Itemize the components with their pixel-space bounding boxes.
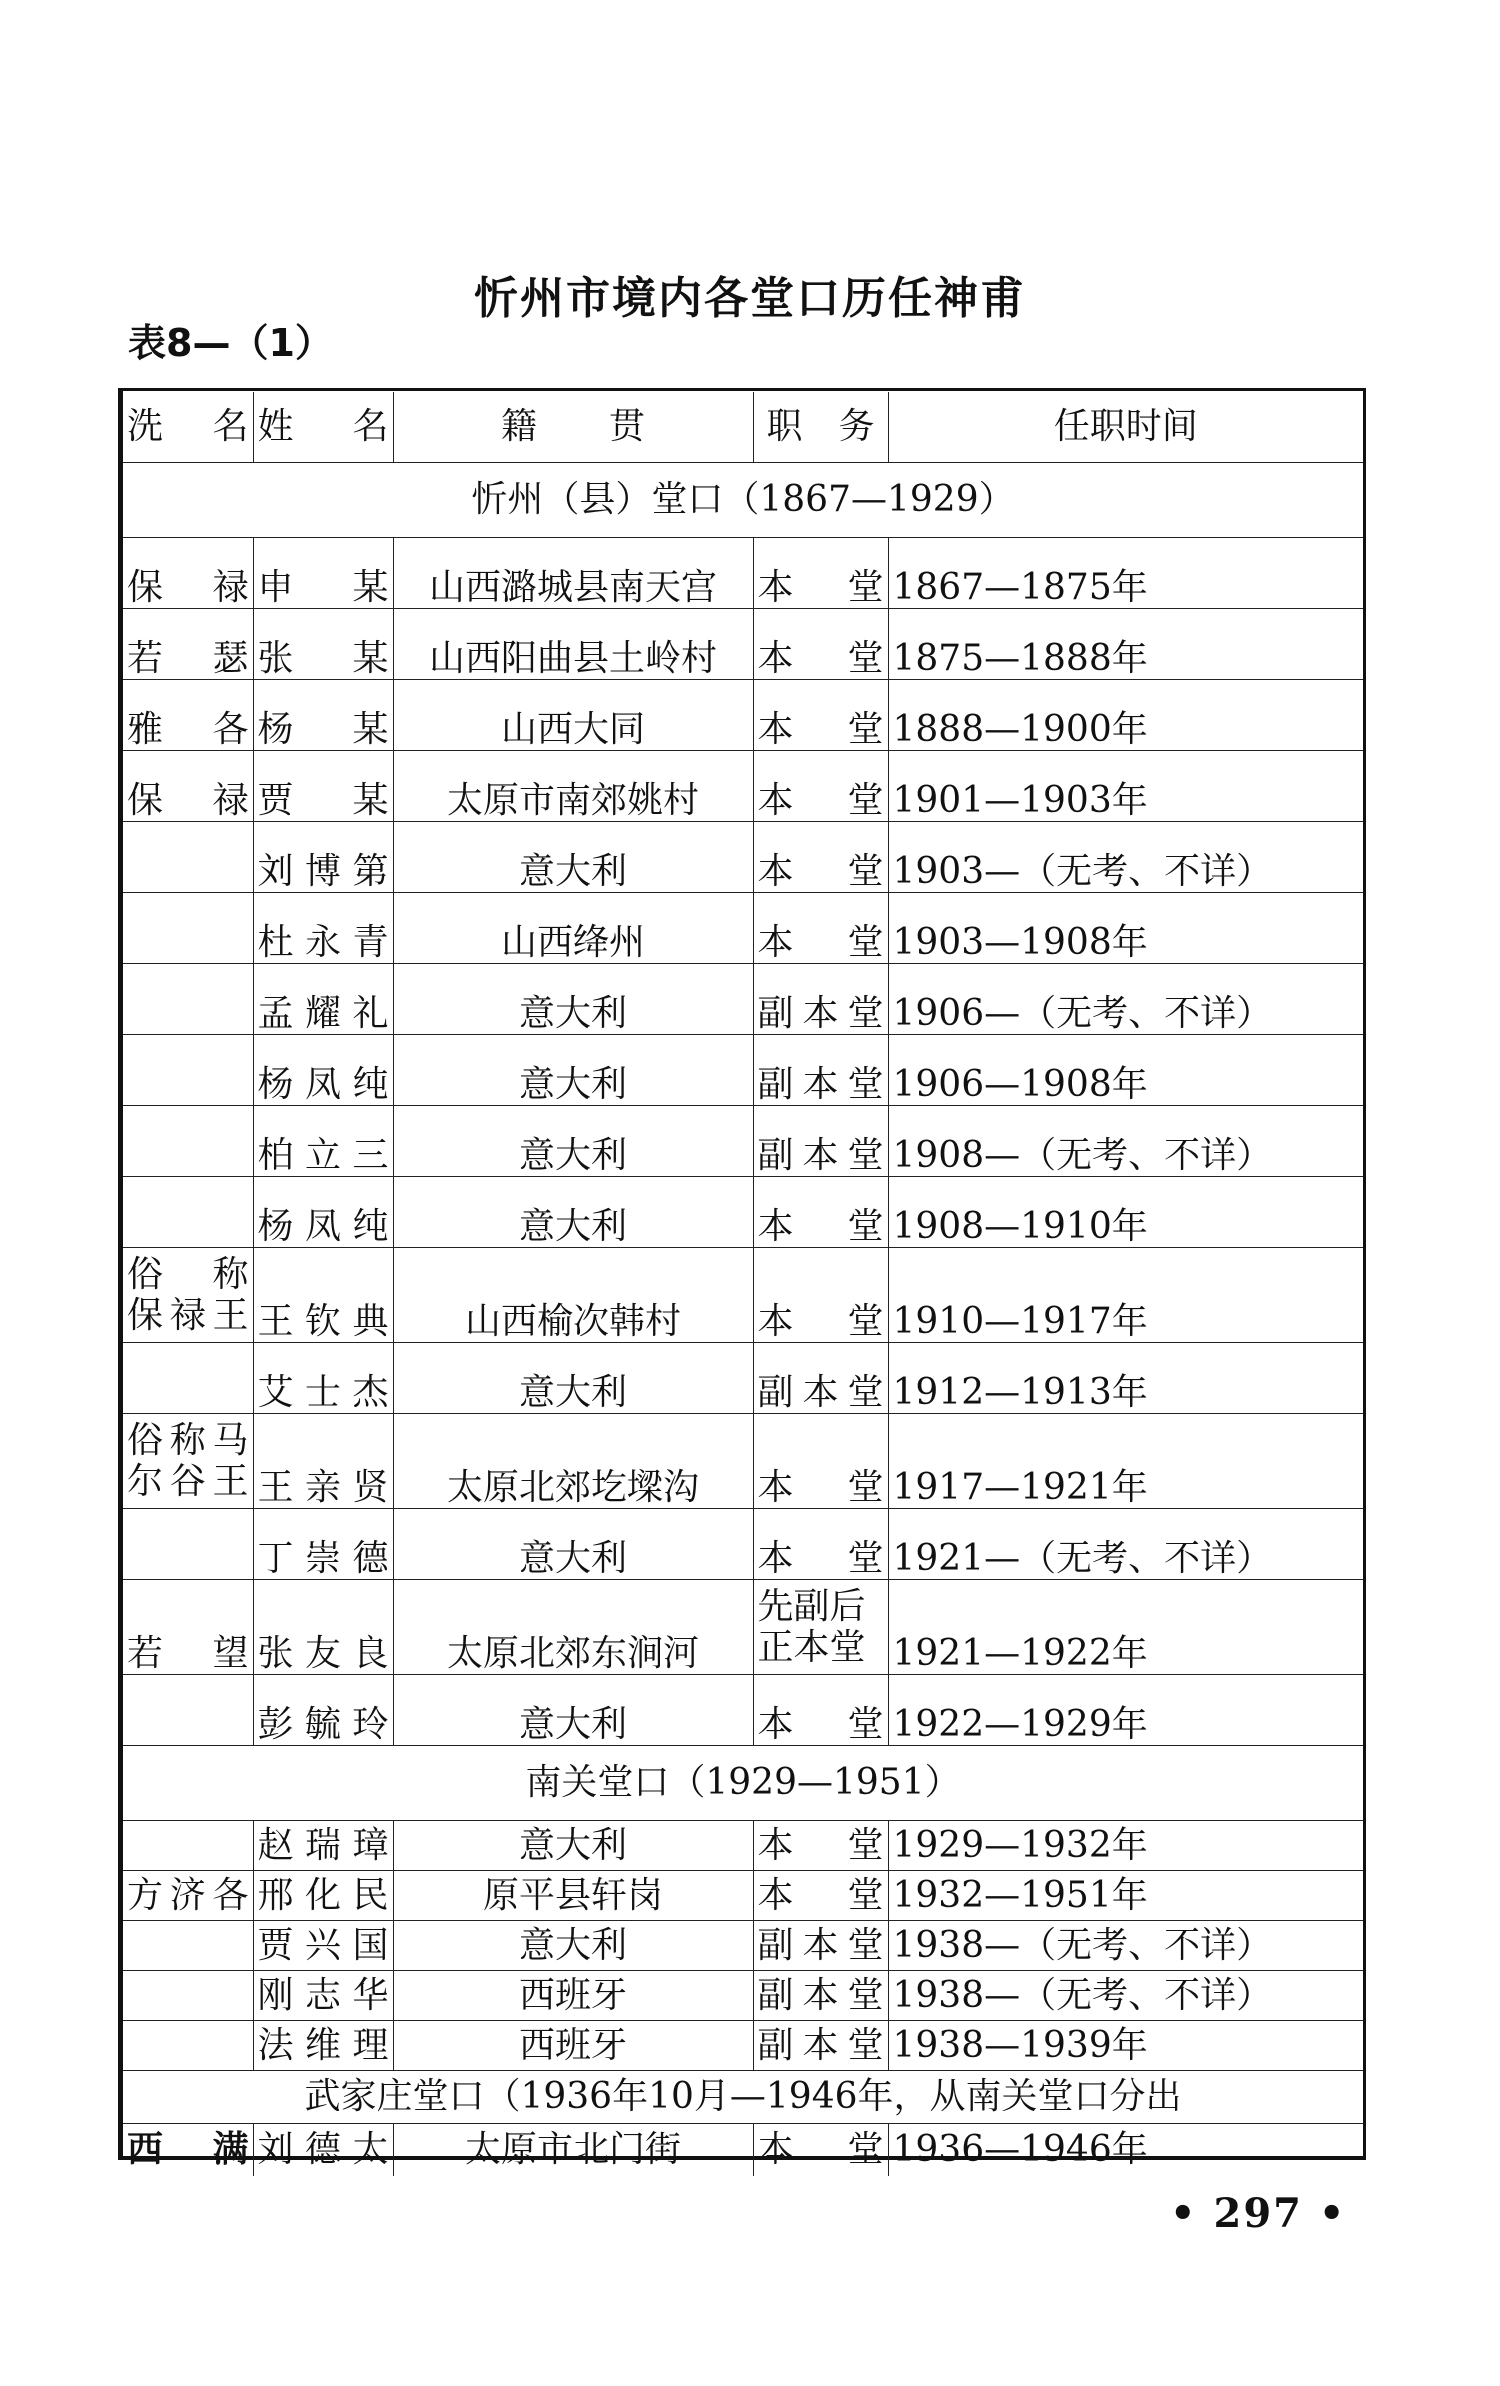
- name-cell: 艾士杰: [253, 1343, 393, 1414]
- name-cell: 刘博第: [253, 822, 393, 893]
- term-cell: 1903—（无考、不详）: [888, 822, 1363, 893]
- table-row: [123, 1177, 1363, 1248]
- origin-cell: 意大利: [393, 1177, 753, 1248]
- table-row: [123, 1248, 1363, 1343]
- origin-cell: 太原市北门街: [393, 2124, 753, 2177]
- position-cell: 本堂: [753, 1509, 888, 1580]
- term-cell: 1936—1946年: [892, 2129, 1148, 2171]
- table-row: [123, 1675, 1363, 1746]
- origin-cell: 山西大同: [393, 680, 753, 751]
- table-row: [123, 1871, 1363, 1921]
- name-cell: 王亲贤: [253, 1414, 393, 1509]
- table-row: [123, 964, 1363, 1035]
- position-cell: [753, 1580, 888, 1675]
- name-cell: 杜永青: [253, 893, 393, 964]
- baptism-name-cell: [123, 1177, 253, 1248]
- name-cell: 彭毓玲: [253, 1675, 393, 1746]
- baptism-name-cell: [123, 964, 253, 1035]
- origin-cell: 西班牙: [393, 1971, 753, 2021]
- table-row: [123, 2124, 1363, 2177]
- origin-cell: 意大利: [393, 1675, 753, 1746]
- baptism-name-cell: 雅各: [123, 680, 253, 751]
- section-heading-row: [123, 2071, 1363, 2124]
- name-cell: 杨凤纯: [253, 1177, 393, 1248]
- name-cell: 刘德太: [253, 2124, 393, 2177]
- name-cell: 张某: [253, 609, 393, 680]
- origin-cell: 意大利: [393, 1106, 753, 1177]
- term-cell: 1910—1917年: [888, 1248, 1363, 1343]
- term-cell: 1867—1875年: [888, 538, 1363, 609]
- position-cell: 副本堂: [753, 1106, 888, 1177]
- cell-line: 正本堂: [757, 1627, 866, 1668]
- name-cell: 杨凤纯: [253, 1035, 393, 1106]
- priests-table: [123, 392, 1363, 2176]
- table-row: [123, 1921, 1363, 1971]
- baptism-name-cell: 保禄: [123, 538, 253, 609]
- term-cell: 1929—1932年: [888, 1821, 1363, 1871]
- table-row: [123, 822, 1363, 893]
- term-cell: 1921—1922年: [888, 1580, 1363, 1675]
- term-cell: 1912—1913年: [888, 1343, 1363, 1414]
- origin-cell: 意大利: [393, 1343, 753, 1414]
- baptism-name-cell: [123, 1343, 253, 1414]
- header-term: 任职时间: [888, 392, 1363, 463]
- name-cell: 张友良: [253, 1580, 393, 1675]
- position-cell: 本堂: [753, 1871, 888, 1921]
- origin-cell: 意大利: [393, 1821, 753, 1871]
- section-heading: 南关堂口（1929—1951）: [123, 1746, 1363, 1821]
- table-row: [123, 1580, 1363, 1675]
- position-cell: 本堂: [753, 609, 888, 680]
- name-cell: 法维理: [253, 2021, 393, 2071]
- origin-cell: 意大利: [393, 1921, 753, 1971]
- table-row: [123, 609, 1363, 680]
- header-baptism-name: 洗 名: [123, 392, 253, 463]
- table-row: [123, 1509, 1363, 1580]
- position-cell: 本堂: [753, 751, 888, 822]
- name-cell: 赵瑞璋: [253, 1821, 393, 1871]
- term-cell: 1908—1910年: [888, 1177, 1363, 1248]
- term-cell: 1932—1951年: [888, 1871, 1363, 1921]
- origin-cell: 意大利: [393, 1035, 753, 1106]
- position-cell: 本堂: [753, 1414, 888, 1509]
- term-cell: 1901—1903年: [888, 751, 1363, 822]
- origin-cell: 意大利: [393, 822, 753, 893]
- name-cell: 贾某: [253, 751, 393, 822]
- cell-line: 俗 称: [127, 1253, 249, 1295]
- position-cell: 本堂: [753, 2124, 888, 2177]
- name-cell: 邢化民: [253, 1871, 393, 1921]
- baptism-name-cell: [123, 2021, 253, 2071]
- header-position: 职 务: [753, 392, 888, 463]
- origin-cell: 意大利: [393, 964, 753, 1035]
- term-cell: 1938—1939年: [888, 2021, 1363, 2071]
- section-heading: 武家庄堂口（1936年10月—1946年，从南关堂口分出: [123, 2071, 1363, 2124]
- term-cell: 1938—（无考、不详）: [888, 1921, 1363, 1971]
- position-cell: 本堂: [753, 1248, 888, 1343]
- origin-cell: 山西榆次韩村: [393, 1248, 753, 1343]
- baptism-name-cell: [123, 1675, 253, 1746]
- baptism-name-cell: [123, 1248, 253, 1343]
- origin-cell: 山西绛州: [393, 893, 753, 964]
- term-cell: 1921—（无考、不详）: [888, 1509, 1363, 1580]
- table-row: [123, 893, 1363, 964]
- term-cell: 1906—1908年: [888, 1035, 1363, 1106]
- table-row: [123, 680, 1363, 751]
- position-cell: 副本堂: [753, 1921, 888, 1971]
- term-cell: 1922—1929年: [888, 1675, 1363, 1746]
- table-number: 表8—（1）: [128, 321, 333, 365]
- position-cell: 本堂: [753, 538, 888, 609]
- baptism-name-cell: [123, 1106, 253, 1177]
- baptism-name-cell: [123, 822, 253, 893]
- origin-cell: 太原市南郊姚村: [393, 751, 753, 822]
- baptism-name-cell: [123, 1509, 253, 1580]
- section-heading-row: [123, 1746, 1363, 1821]
- header-origin: 籍 贯: [393, 392, 753, 463]
- origin-cell: 意大利: [393, 1509, 753, 1580]
- position-cell: 本堂: [753, 1675, 888, 1746]
- table-row: [123, 1343, 1363, 1414]
- page-title: 忻州市境内各堂口历任神甫: [474, 273, 1026, 324]
- baptism-name-cell: [123, 1921, 253, 1971]
- position-cell: 副本堂: [753, 1035, 888, 1106]
- term-cell: 1875—1888年: [888, 609, 1363, 680]
- term-cell: 1938—（无考、不详）: [888, 1971, 1363, 2021]
- term-cell: 1906—（无考、不详）: [888, 964, 1363, 1035]
- name-cell: 刚志华: [253, 1971, 393, 2021]
- baptism-name-cell: [123, 1821, 253, 1871]
- table-row: [123, 1971, 1363, 2021]
- position-cell: 本堂: [753, 822, 888, 893]
- origin-cell: 西班牙: [393, 2021, 753, 2071]
- position-cell: 本堂: [753, 1821, 888, 1871]
- baptism-name-cell: 保禄: [123, 751, 253, 822]
- origin-cell: 太原北郊圪墚沟: [393, 1414, 753, 1509]
- name-cell: 王钦典: [253, 1248, 393, 1343]
- position-cell: 本堂: [753, 680, 888, 751]
- baptism-name-cell: 若瑟: [123, 609, 253, 680]
- origin-cell: 原平县轩岗: [393, 1871, 753, 1921]
- baptism-name-cell: [123, 1035, 253, 1106]
- cell-line: 先副后: [757, 1585, 866, 1627]
- cell-line: 俗称马: [127, 1419, 249, 1461]
- origin-cell: 太原北郊东涧河: [393, 1580, 753, 1675]
- cell-line: 保禄王: [127, 1295, 249, 1336]
- table-row: [123, 1414, 1363, 1509]
- header-name: 姓 名: [253, 392, 393, 463]
- term-cell: 1908—（无考、不详）: [888, 1106, 1363, 1177]
- baptism-name-cell: [123, 1971, 253, 2021]
- table-row: [123, 1035, 1363, 1106]
- position-cell: 本堂: [753, 1177, 888, 1248]
- baptism-name-cell: 西满: [123, 2124, 253, 2177]
- name-cell: 申某: [253, 538, 393, 609]
- name-cell: 丁崇德: [253, 1509, 393, 1580]
- table-row: [123, 1821, 1363, 1871]
- baptism-name-cell: 若望: [123, 1580, 253, 1675]
- position-cell: 副本堂: [753, 1971, 888, 2021]
- name-cell: 孟耀礼: [253, 964, 393, 1035]
- table-row: [123, 2021, 1363, 2071]
- term-cell: 1888—1900年: [888, 680, 1363, 751]
- term-cell: 1917—1921年: [888, 1414, 1363, 1509]
- table-header-row: [123, 392, 1363, 463]
- table-row: [123, 1106, 1363, 1177]
- section-heading: 忻州（县）堂口（1867—1929）: [123, 463, 1363, 538]
- name-cell: 杨某: [253, 680, 393, 751]
- position-cell: 副本堂: [753, 964, 888, 1035]
- cell-line: 尔谷王: [127, 1461, 249, 1502]
- baptism-name-cell: [123, 893, 253, 964]
- baptism-name-cell: 方济各: [123, 1871, 253, 1921]
- position-cell: 本堂: [753, 893, 888, 964]
- baptism-name-cell: [123, 1414, 253, 1509]
- origin-cell: 山西潞城县南天宫: [393, 538, 753, 609]
- name-cell: 柏立三: [253, 1106, 393, 1177]
- table-row: [123, 751, 1363, 822]
- table-row: [123, 538, 1363, 609]
- name-cell: 贾兴国: [253, 1921, 393, 1971]
- page-number: • 297 •: [1170, 2190, 1347, 2237]
- position-cell: 副本堂: [753, 1343, 888, 1414]
- position-cell: 副本堂: [753, 2021, 888, 2071]
- section-heading-row: [123, 463, 1363, 538]
- term-cell: 1903—1908年: [888, 893, 1363, 964]
- origin-cell: 山西阳曲县土岭村: [393, 609, 753, 680]
